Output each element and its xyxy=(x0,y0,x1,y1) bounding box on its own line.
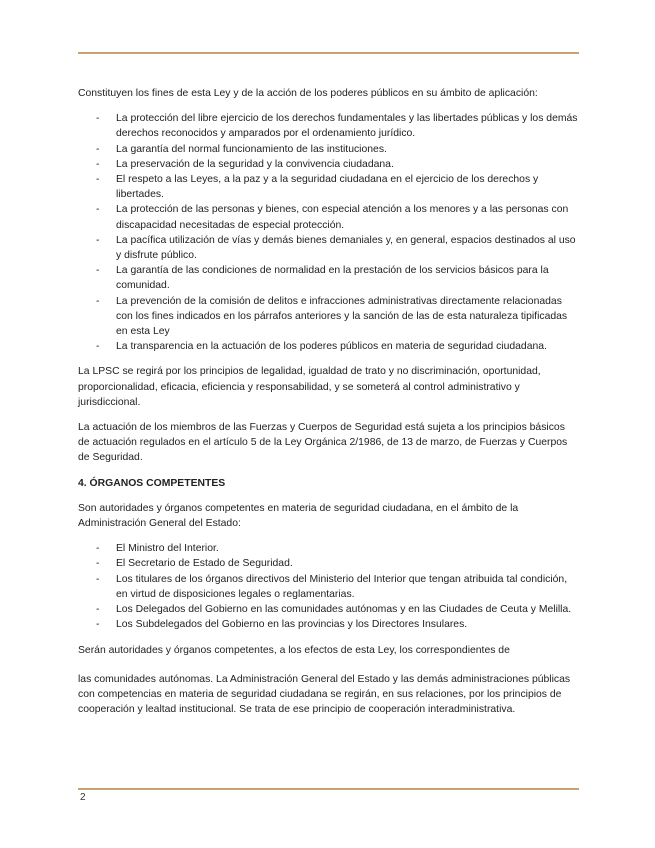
list-item: - El Ministro del Interior. xyxy=(78,541,578,556)
list-item: - Los titulares de los órganos directivos del Ministerio del Interior que tengan atribuida tal condición, en virtud de disposiciones legales o reglamentarias. xyxy=(78,572,578,602)
organos-list xyxy=(78,541,578,632)
list-item: - El respeto a las Leyes, a la paz y a la seguridad ciudadana en el ejercicio de los derechos y libertades. xyxy=(78,172,578,202)
list-item: - La garantía de las condiciones de normalidad en la prestación de los servicios básicos para la comunidad. xyxy=(78,263,578,293)
page-body xyxy=(78,86,578,727)
fines-list xyxy=(78,111,578,354)
autoridades-paragraph: Son autoridades y órganos competentes en materia de seguridad ciudadana, en el ámbito de la Administración General del Estado: xyxy=(78,502,519,530)
list-item: - La transparencia en la actuación de los poderes públicos en materia de seguridad ciudadana. xyxy=(78,339,578,354)
list-item: - La protección de las personas y bienes, con especial atención a los menores y a las personas con discapacidad necesitadas de especial protección. xyxy=(78,202,578,232)
footer-rule xyxy=(78,788,579,790)
actuacion-paragraph: La actuación de los miembros de las Fuerzas y Cuerpos de Seguridad está sujeta a los principios básicos de actuación regulados en el artículo 5 de la Ley Orgánica 2/1986, de 13 de marzo, de Fuerzas y Cuerpos de Seguridad. xyxy=(78,422,568,464)
list-item: - La protección del libre ejercicio de los derechos fundamentales y las libertades públicas y los demás derechos reconocidos y amparados por el ordenamiento jurídico. xyxy=(78,111,578,141)
list-item: - Los Subdelegados del Gobierno en las provincias y los Directores Insulares. xyxy=(78,617,578,632)
principios-paragraph: La LPSC se regirá por los principios de legalidad, igualdad de trato y no discriminación, oportunidad, proporcionalidad, eficacia, eficiencia y responsabilidad, y se someterá al control administrativo y jurisdiccional. xyxy=(78,366,541,408)
seran-paragraph: Serán autoridades y órganos competentes, a los efectos de esta Ley, los correspondientes de xyxy=(78,644,510,656)
section-heading: 4. ÓRGANOS COMPETENTES xyxy=(78,477,226,489)
list-item: - Los Delegados del Gobierno en las comunidades autónomas y en las Ciudades de Ceuta y Melilla. xyxy=(78,602,578,617)
list-item: - La preservación de la seguridad y la convivencia ciudadana. xyxy=(78,157,578,172)
list-item: - La pacífica utilización de vías y demás bienes demaniales y, en general, espacios destinados al uso y disfrute público. xyxy=(78,233,578,263)
list-item: - La garantía del normal funcionamiento de las instituciones. xyxy=(78,142,578,157)
cooperacion-paragraph: las comunidades autónomas. La Administración General del Estado y las demás administraciones públicas con competencias en materia de seguridad ciudadana se regirán, en sus relaciones, por los principios de cooperación y lealtad institucional. Se trata de ese principio de cooperación interadministrativa. xyxy=(78,673,571,716)
list-item: - El Secretario de Estado de Seguridad. xyxy=(78,556,578,571)
intro-paragraph: Constituyen los fines de esta Ley y de la acción de los poderes públicos en su ámbito de aplicación: xyxy=(78,88,538,99)
page-number: 2 xyxy=(80,792,86,803)
list-item: - La prevención de la comisión de delitos e infracciones administrativas directamente relacionadas con los fines indicados en los párrafos anteriores y la sanción de las de esta naturaleza tipificadas en esta Ley xyxy=(78,294,578,340)
header-rule xyxy=(78,52,579,54)
